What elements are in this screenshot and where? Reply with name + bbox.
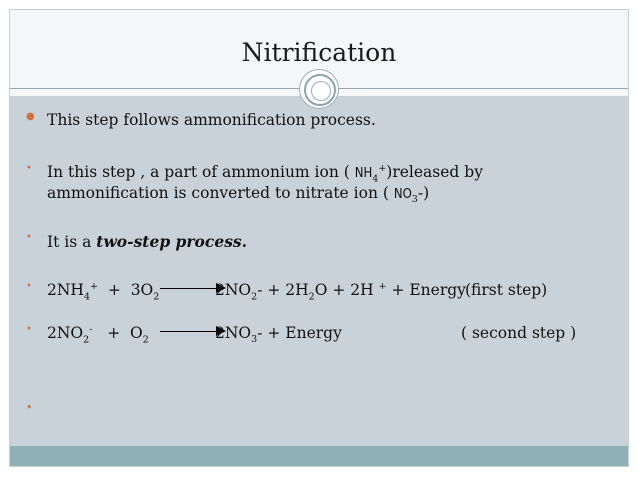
equation-1-note: (first step) [465,281,548,299]
bullet-text-3: It is a two-step process. [47,232,248,251]
footer-bar [10,446,628,466]
emblem-inner [311,81,331,101]
equation-2-products: $2NO_3-$ + Energy [215,324,342,346]
equation-1-products: $2NO_2- + 2H_2O + 2H$ + + Energy [215,281,466,303]
bullet-text-1: This step follows ammonification process. [47,111,376,129]
bullet-marker: • [26,401,33,414]
bullet-marker: • [26,281,32,292]
bullet-marker: • [26,324,32,335]
equation-1-reactants: $2NH_4^+ + 3O_2$ [47,281,160,303]
content-area [10,96,628,446]
equation-2-reactants: $2NO_2^-$ + $O_2$ [47,324,149,346]
circle-emblem-icon [299,69,339,109]
bullet-marker: • [26,232,32,243]
bullet-text-2-line1: In this step , a part of ammonium ion ( $NH_4^+)released$ by [47,163,483,185]
bullet-marker: ● [26,111,35,122]
emblem-ring [304,74,336,106]
bullet-marker: • [26,163,32,174]
equation-2-note: ( second step ) [461,324,577,342]
bullet-text-2-line2: ammonification is converted to nitrate ion ( $NO_3-$) [47,184,430,206]
slide-title: Nitrification [241,38,397,67]
